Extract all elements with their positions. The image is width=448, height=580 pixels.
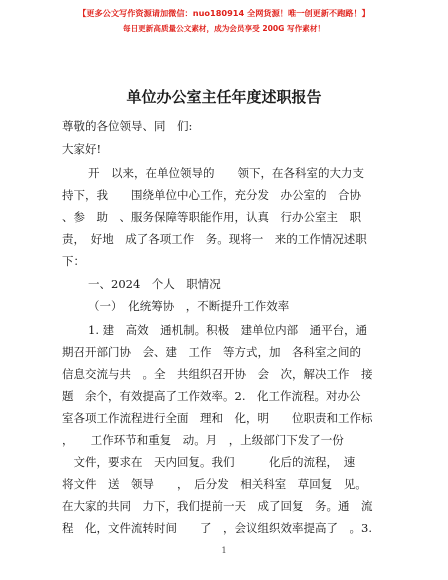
promo-banner-line1: 【更多公文写作资源请加微信：nuo180914 全网货源！唯一创更新不跑路！】 xyxy=(78,8,370,18)
body-line: 期召开部门协 会、建 工作 等方式，加 各科室之间的 xyxy=(62,345,361,359)
paragraph-line: 、参 助 、服务保障等职能作用，认真 行办公室主 职 xyxy=(62,210,361,224)
body-line: 信息交流与共 。全 共组织召开协 会 次，解决工作 接 xyxy=(62,367,373,381)
paragraph-line: 下： xyxy=(62,254,85,268)
body-line: ， 工作环节和重复 动。月 ，上级部门下发了一份 xyxy=(62,433,344,447)
document-title: 单位办公室主任年度述职报告 xyxy=(126,88,322,106)
body-line: 文件，要求在 天内回复。我们 化后的流程， 速 xyxy=(62,455,356,469)
subsection-heading: （一） 化统筹协 ，不断提升工作效率 xyxy=(88,299,290,313)
paragraph-line: 责， 好地 成了各项工作 务。现将一 来的工作情况述职 xyxy=(62,232,367,246)
body-line: 室各项工作流程进行全面 理和 化，明 位职责和工作标 xyxy=(62,411,373,425)
body-line: 1. 建 高效 通机制。积极 建单位内部 通平台，通 xyxy=(88,323,368,337)
body-line: 将文件 送 领导 ， 后分发 相关科室 草回复 见。 xyxy=(62,477,367,491)
page-number: 1 xyxy=(221,546,227,555)
section-heading: 一、2024 个人 职情况 xyxy=(88,277,221,291)
paragraph-line: 开 以来，在单位领导的 领下，在各科室的大力支 xyxy=(88,166,364,180)
paragraph-line: 持下，我 围绕单位中心工作，充分发 办公室的 合协 xyxy=(62,188,361,202)
body-line: 程 化，文件流转时间 了 ，会议组织效率提高了 。3. xyxy=(62,521,372,535)
promo-banner-line2: 每日更新高质量公文素材，成为会员享受 200G 写作素材！ xyxy=(122,24,326,33)
salutation: 尊敬的各位领导、同 们: xyxy=(62,119,193,133)
greeting: 大家好! xyxy=(62,142,102,156)
body-line: 在大家的共同 力下，我们提前一天 成了回复 务。通 流 xyxy=(62,499,373,513)
body-line: 题 余个，有效提高了工作效率。2. 化工作流程。对办公 xyxy=(62,389,361,403)
